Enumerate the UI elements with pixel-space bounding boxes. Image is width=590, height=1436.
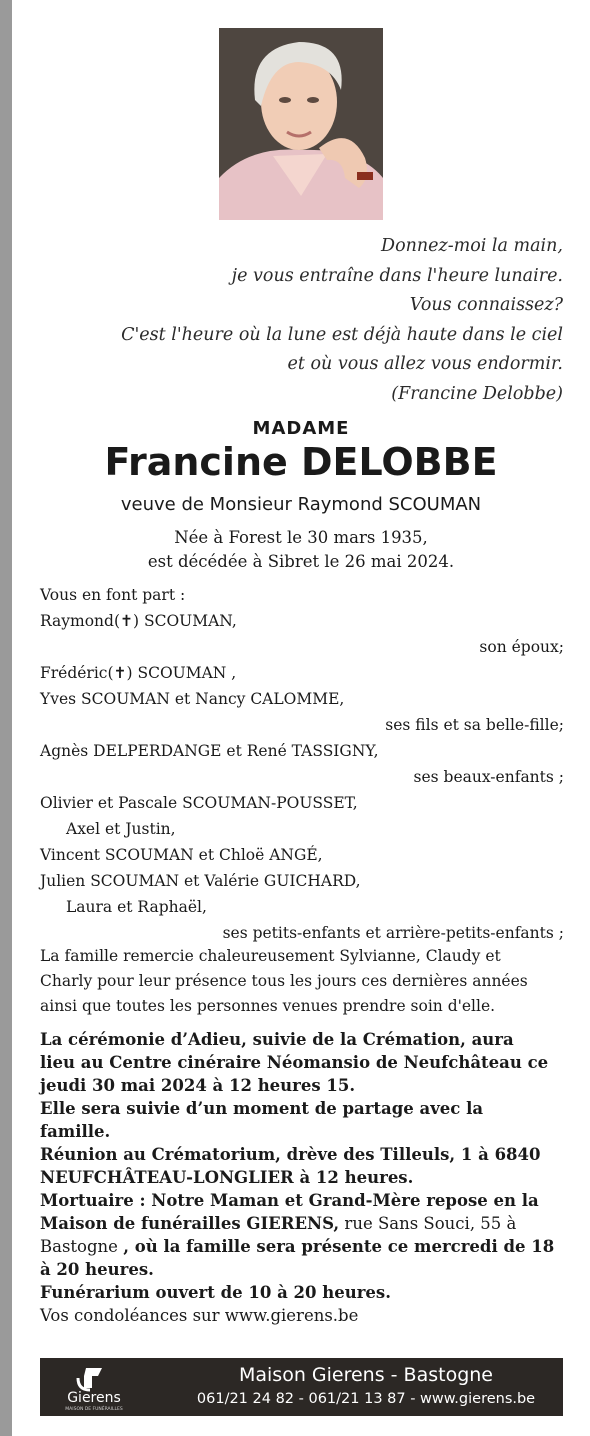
ceremony-line: Funérarium ouvert de 10 à 20 heures. (40, 1283, 391, 1302)
thanks-line: ainsi que toutes les personnes venues prendre soin d'elle. (40, 997, 496, 1015)
ceremony-info (40, 1028, 570, 1327)
family-member: Agnès DELPERDANGE et René TASSIGNY, (40, 742, 379, 760)
family-member: Raymond(✝) SCOUMAN, (40, 612, 237, 630)
family-member: Frédéric(✝) SCOUMAN , (40, 664, 237, 682)
ceremony-line: famille. (40, 1122, 111, 1141)
ceremony-line: Mortuaire : Notre Maman et Grand-Mère repose en la (40, 1191, 539, 1210)
relationship: ses petits-enfants et arrière-petits-enfants ; (222, 924, 564, 942)
ceremony-line (40, 1235, 570, 1258)
family-member: Julien SCOUMAN et Valérie GUICHARD, (40, 872, 361, 890)
ceremony-line: Elle sera suivie d’un moment de partage avec la (40, 1099, 484, 1118)
thanks-line: Charly pour leur présence tous les jours ces dernières années (40, 972, 528, 990)
family-member: Olivier et Pascale SCOUMAN-POUSSET, (40, 794, 358, 812)
poem-line: Donnez-moi la main, (381, 236, 563, 256)
relationship: ses beaux-enfants ; (413, 768, 564, 786)
family-list (40, 582, 564, 946)
funeral-home-address: rue Sans Souci, 55 à (339, 1214, 517, 1233)
poem-author: (Francine Delobbe) (391, 383, 563, 404)
gierens-logo (48, 1364, 140, 1412)
ceremony-line: lieu au Centre cinéraire Néomansio de Neufchâteau ce (40, 1053, 549, 1072)
poem (63, 232, 563, 409)
logo-wordmark: Gierens (67, 1390, 121, 1406)
thanks-line: La famille remercie chaleureusement Sylvianne, Claudy et (40, 947, 501, 965)
portrait-illustration (219, 28, 383, 220)
funeral-home-footer (40, 1358, 563, 1416)
family-member: Axel et Justin, (66, 820, 176, 838)
family-member: Yves SCOUMAN et Nancy CALOMME, (40, 690, 345, 708)
poem-line: et où vous allez vous endormir. (287, 354, 563, 374)
condolences-line: Vos condoléances sur www.gierens.be (40, 1306, 359, 1325)
death-line: est décédée à Sibret le 26 mai 2024. (147, 552, 455, 571)
ceremony-line: Réunion au Crématorium, drève des Tilleuls, 1 à 6840 (40, 1145, 541, 1164)
birth-line: Née à Forest le 30 mars 1935, (174, 528, 428, 547)
birth-death-info (12, 526, 590, 574)
portrait-photo (219, 28, 383, 220)
widow-of: veuve de Monsieur Raymond SCOUMAN (120, 494, 482, 515)
family-member: Laura et Raphaël, (66, 898, 207, 916)
relationship: son époux; (479, 638, 564, 656)
poem-line: C'est l'heure où la lune est déjà haute dans le ciel (121, 324, 563, 345)
thanks-paragraph (40, 944, 564, 1019)
funeral-home-city: Bastogne (40, 1237, 124, 1256)
visitation-info: , où la famille sera présente ce mercredi de 18 (123, 1237, 555, 1256)
title-madame: MADAME (252, 418, 350, 439)
poem-line: je vous entraîne dans l'heure lunaire. (231, 265, 563, 286)
poem-line: Vous connaissez? (409, 295, 563, 315)
logo-subtext: MAISON DE FUNÉRAILLES (65, 1407, 123, 1412)
deceased-name: Francine DELOBBE (104, 440, 498, 484)
footer-contact: 061/21 24 82 - 061/21 13 87 - www.gierens.be (196, 1391, 536, 1407)
funeral-home-name: Maison de funérailles GIERENS, (40, 1214, 340, 1233)
footer-company-name: Maison Gierens - Bastogne (238, 1364, 493, 1386)
ceremony-line: à 20 heures. (40, 1260, 154, 1279)
relationship: ses fils et sa belle-fille; (385, 716, 564, 734)
family-member: Vincent SCOUMAN et Chloë ANGÉ, (40, 846, 323, 864)
left-border-bar (0, 0, 12, 1436)
ceremony-line (40, 1212, 570, 1235)
family-intro: Vous en font part : (40, 586, 186, 604)
ceremony-line: La cérémonie d’Adieu, suivie de la Crémation, aura (40, 1030, 514, 1049)
ceremony-line: NEUFCHÂTEAU-LONGLIER à 12 heures. (40, 1168, 414, 1187)
ceremony-line: jeudi 30 mai 2024 à 12 heures 15. (40, 1076, 356, 1095)
